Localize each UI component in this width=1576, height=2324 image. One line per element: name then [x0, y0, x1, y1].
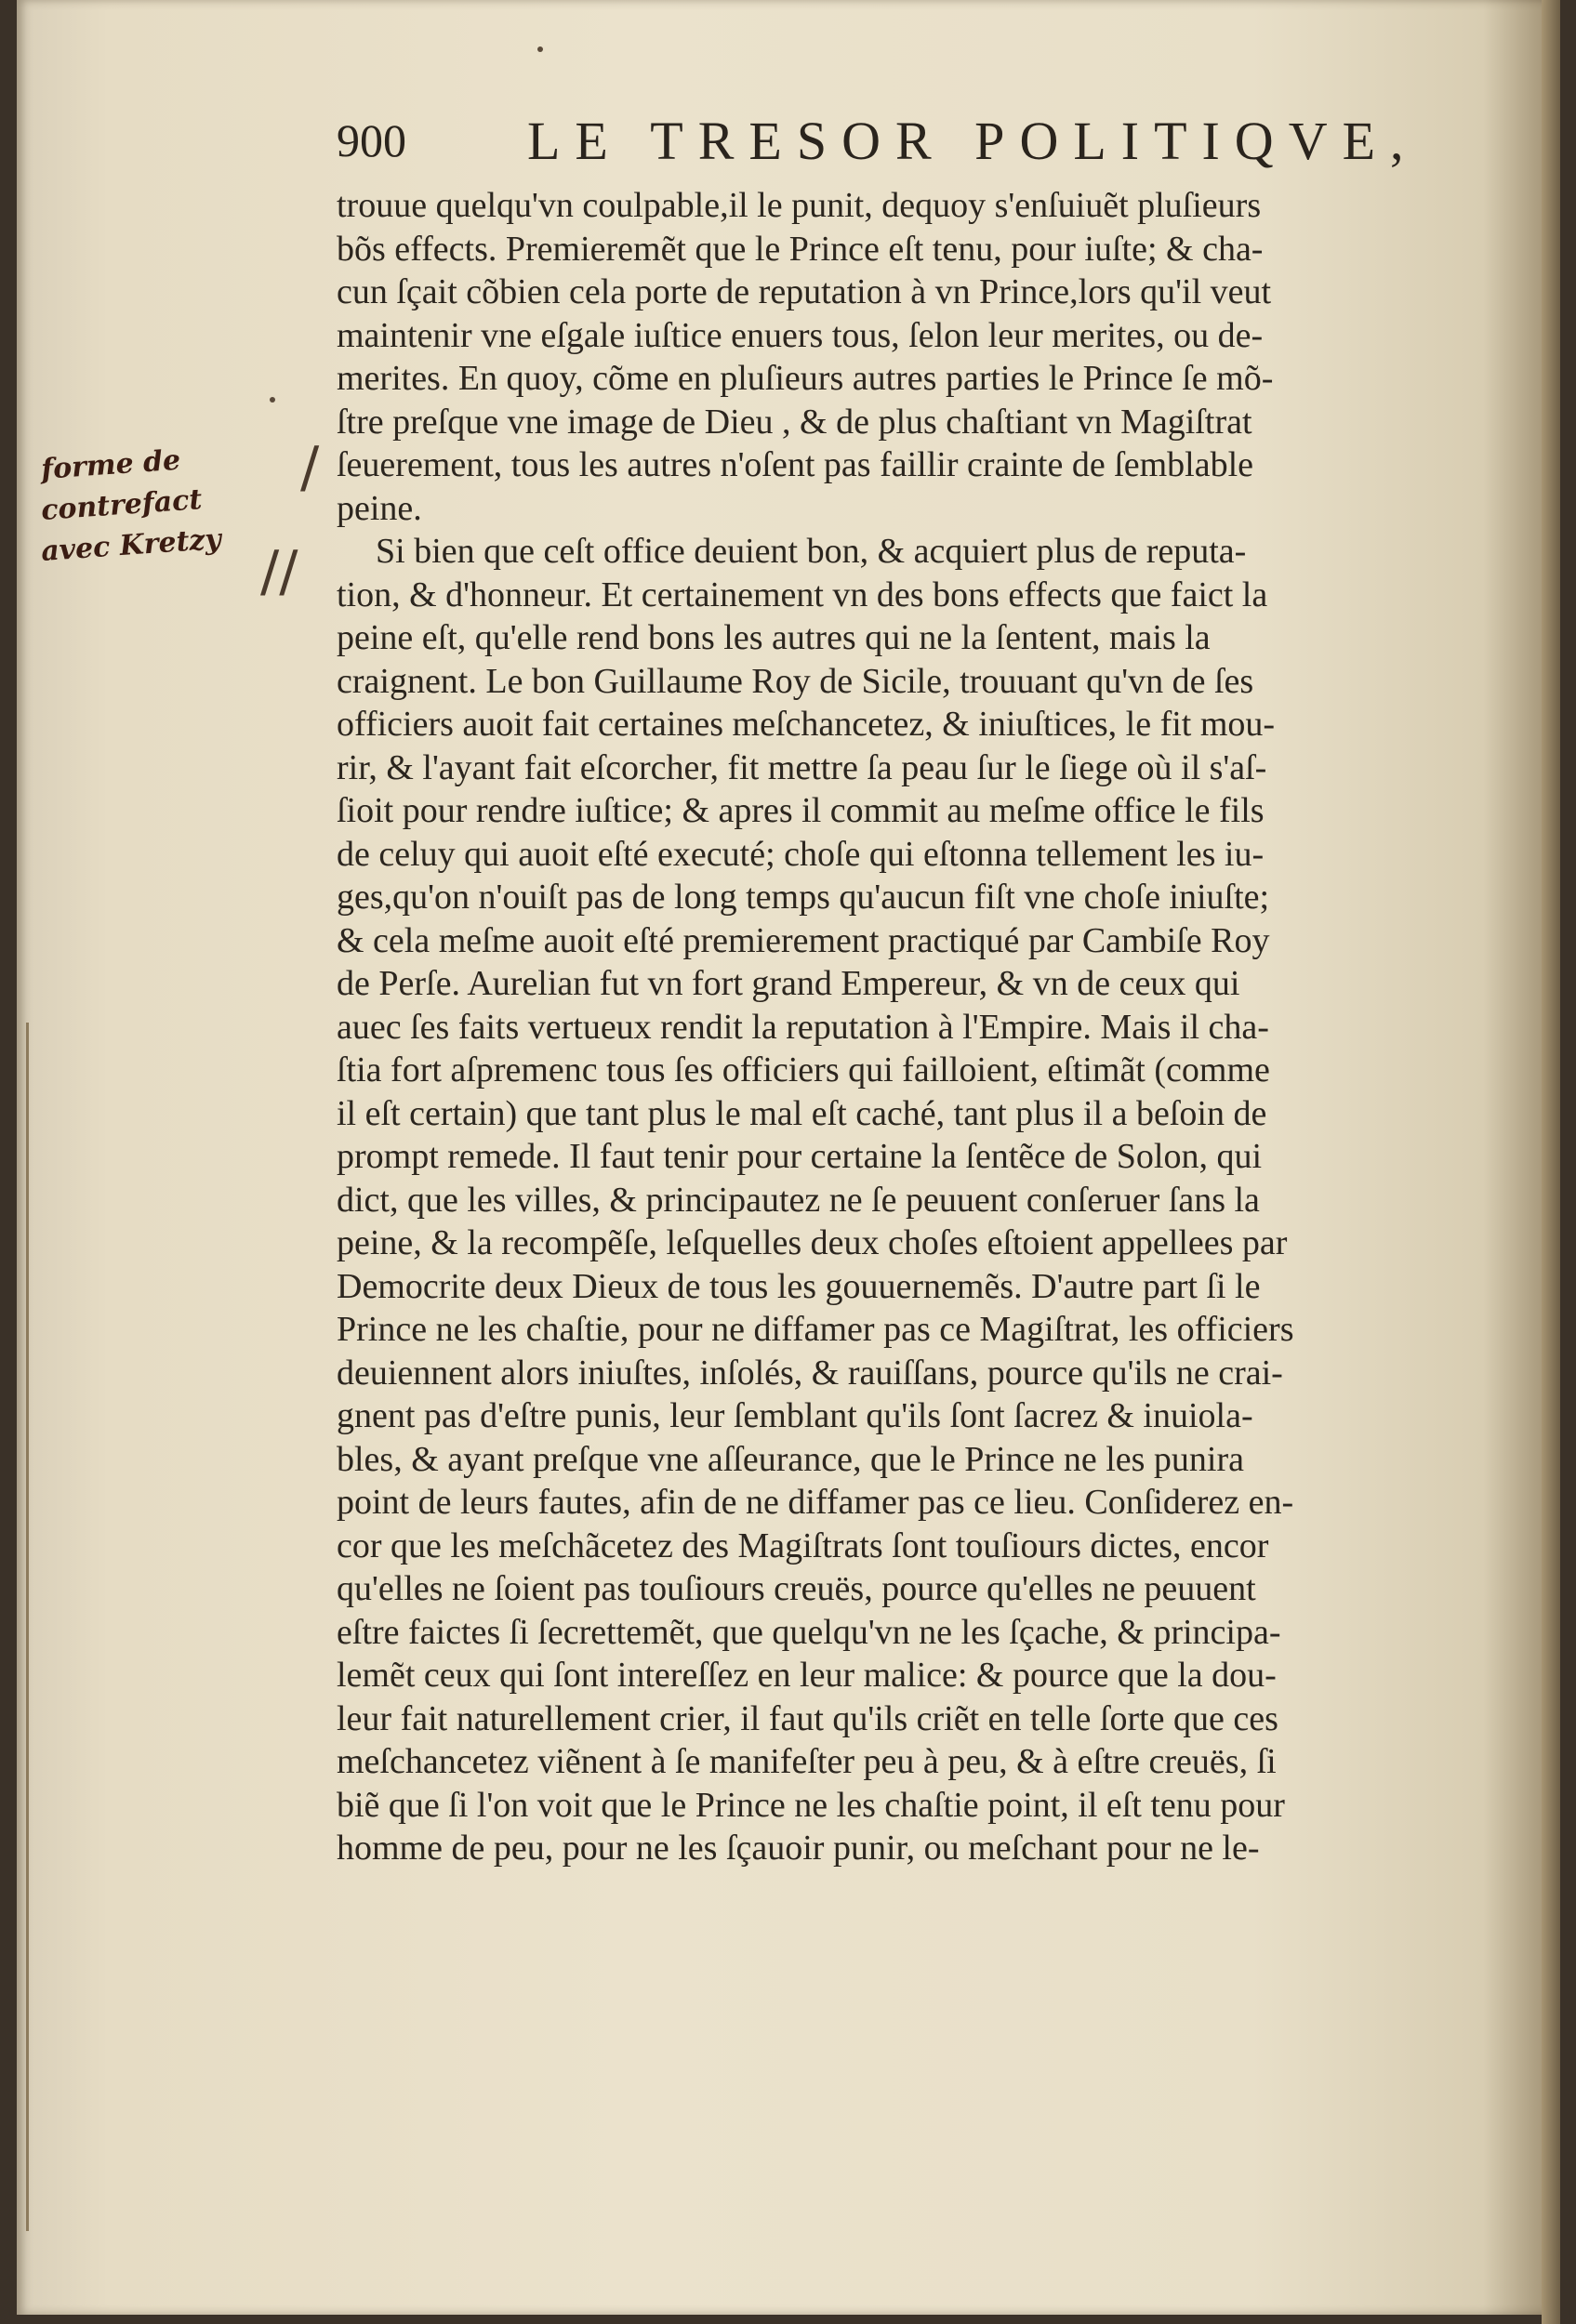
text-line: ſtia fort aſpremenc tous ſes officiers qui failloient, eſtimãt (comme — [337, 1050, 1270, 1089]
handwritten-margin-note — [40, 442, 283, 569]
text-line: craignent. Le bon Guillaume Roy de Sicile, trouuant qu'vn de ſes — [337, 661, 1254, 701]
margin-slash-mark: / — [300, 435, 320, 500]
text-line: homme de peu, pour ne les ſçauoir punir, ou meſchant pour ne le- — [337, 1829, 1260, 1868]
page-header — [337, 110, 1419, 184]
text-line: biẽ que ſi l'on voit que le Prince ne les chaſtie point, il eſt tenu pour — [337, 1785, 1285, 1825]
text-line: qu'elles ne ſoient pas touſiours creuës, pource qu'elles ne peuuent — [337, 1569, 1256, 1608]
text-line: cun ſçait cõbien cela porte de reputation à vn Prince,lors qu'il veut — [337, 272, 1272, 311]
text-line: de Perſe. Aurelian fut vn fort grand Empereur, & vn de ceux qui — [337, 964, 1240, 1003]
margin-slash-mark: // — [260, 539, 298, 604]
text-line: point de leurs fautes, afin de ne diffamer pas ce lieu. Conſiderez en- — [337, 1483, 1294, 1522]
book-page — [17, 0, 1560, 2315]
text-line: dict, que les villes, & principautez ne ſe peuuent conſeruer ſans la — [337, 1180, 1260, 1220]
left-margin-rule — [26, 1023, 29, 2231]
text-line: lemẽt ceux qui ſont intereſſez en leur malice: & pource que la dou- — [337, 1656, 1277, 1695]
text-line: merites. En quoy, cõme en pluſieurs autres parties le Prince ſe mõ- — [337, 359, 1274, 398]
text-line: deuiennent alors iniuſtes, inſolés, & rauiſſans, pource qu'ils ne crai- — [337, 1353, 1283, 1393]
body-text — [337, 184, 1555, 1870]
text-line: Democrite deux Dieux de tous les gouuernemẽs. D'autre part ſi le — [337, 1266, 1261, 1306]
text-line: peine eſt, qu'elle rend bons les autres qui ne la ſentent, mais la — [337, 618, 1211, 657]
text-line: ſioit pour rendre iuſtice; & apres il commit au meſme office le fils — [337, 791, 1265, 830]
text-line: auec ſes faits vertueux rendit la reputation à l'Empire. Mais il cha- — [337, 1007, 1269, 1047]
text-line: officiers auoit fait certaines meſchancetez, & iniuſtices, le fit mou- — [337, 705, 1276, 744]
text-line: ſeuerement, tous les autres n'oſent pas faillir crainte de ſemblable — [337, 445, 1254, 484]
text-line: il eſt certain) que tant plus le mal eſt caché, tant plus il a beſoin de — [337, 1093, 1267, 1133]
text-line: peine. — [337, 488, 422, 528]
margin-note-line: contrefact — [40, 483, 204, 528]
text-line: & cela meſme auoit eſté premierement practiqué par Cambiſe Roy — [337, 920, 1270, 960]
page-number: 900 — [337, 114, 406, 166]
text-line: bõs effects. Premieremẽt que le Prince eſt tenu, pour iuſte; & cha- — [337, 229, 1264, 269]
text-line: prompt remede. Il faut tenir pour certaine la ſentẽce de Solon, qui — [337, 1137, 1263, 1176]
text-line: rir, & l'ayant fait eſcorcher, fit mettre ſa peau ſur le ſiege où il s'aſ- — [337, 747, 1267, 787]
text-line: de celuy qui auoit eſté executé; choſe qui eſtonna tellement les iu- — [337, 834, 1265, 874]
margin-dot — [270, 397, 275, 403]
text-line: peine, & la recompẽſe, leſquelles deux choſes eſtoient appellees par — [337, 1223, 1288, 1262]
text-line: meſchancetez viẽnent à ſe manifeſter peu à peu, & à eſtre creuës, ſi — [337, 1742, 1277, 1781]
text-line: eſtre faictes ſi ſecrettemẽt, que quelqu'vn ne les ſçache, & principa- — [337, 1612, 1281, 1652]
ink-dot — [537, 46, 543, 52]
text-line: tion, & d'honneur. Et certainement vn des bons effects que faict la — [337, 574, 1268, 614]
text-line: gnent pas d'eſtre punis, leur ſemblant qu'ils ſont ſacrez & inuiola- — [337, 1396, 1253, 1435]
text-line: Prince ne les chaſtie, pour ne diffamer pas ce Magiſtrat, les officiers — [337, 1310, 1294, 1349]
margin-note-line: forme de — [40, 443, 182, 487]
running-title: LE TRESOR POLITIQVE, — [527, 111, 1419, 171]
text-line: Si bien que ceſt office deuient bon, & acquiert plus de reputa- — [376, 532, 1247, 571]
text-line: ges,qu'on n'ouiſt pas de long temps qu'aucun fiſt vne choſe iniuſte; — [337, 878, 1270, 917]
text-line: bles, & ayant preſque vne aſſeurance, que le Prince ne les punira — [337, 1439, 1244, 1479]
text-line: trouue quelqu'vn coulpable,il le punit, dequoy s'enſuiuẽt pluſieurs — [337, 186, 1262, 225]
text-line: maintenir vne eſgale iuſtice enuers tous, ſelon leur merites, ou de- — [337, 315, 1264, 355]
margin-note-line: avec Kretzy — [40, 522, 222, 569]
text-line: leur fait naturellement crier, il faut qu'ils criẽt en telle ſorte que ces — [337, 1698, 1278, 1738]
text-line: ſtre preſque vne image de Dieu , & de plus chaſtiant vn Magiſtrat — [337, 402, 1252, 442]
text-line: cor que les meſchãcetez des Magiſtrats ſont touſiours dictes, encor — [337, 1525, 1269, 1565]
